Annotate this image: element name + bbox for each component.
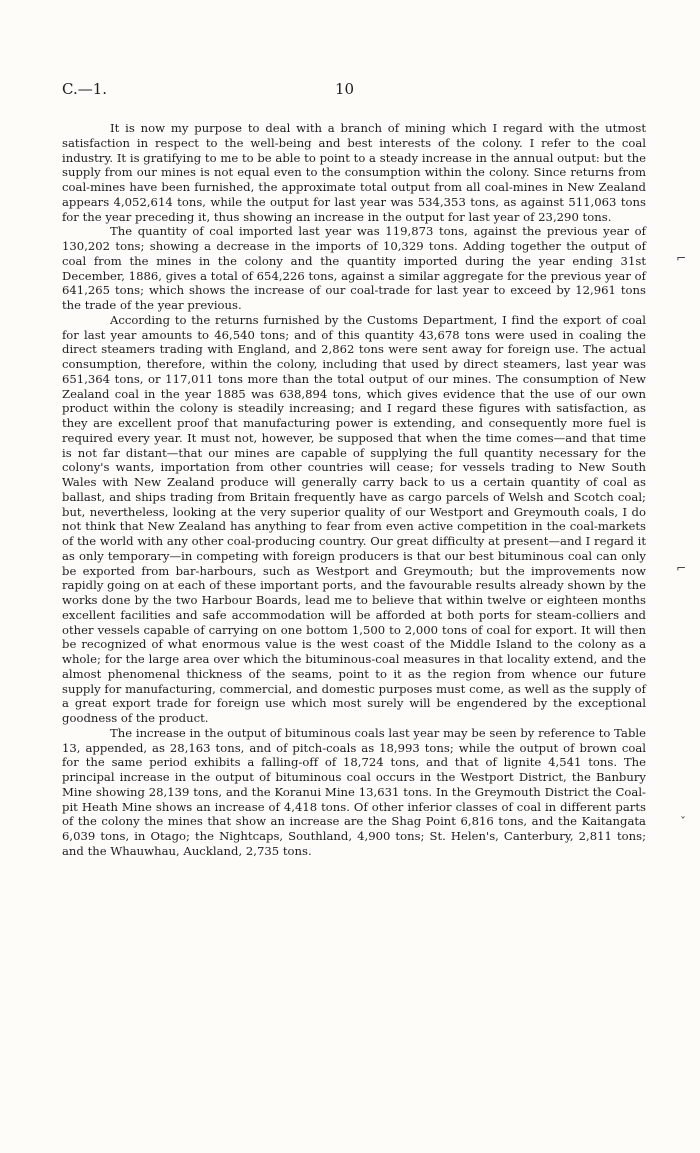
paragraph-coal-imports: The quantity of coal imported last year was 119,873 tons, against the previous year of 130,202 tons; showing a decrease in the imports of 10,329 tons. Adding together the output of coal from the mines in the colony and the quantity imported during the year ending 31st December, 1886, gives a total of 654,226 tons, against a similar aggregate for the previous year of 641,265 tons; which shows the increase of our coal-trade for last year to exceed by 12,961 tons the trade of the year previous. <box>62 224 646 312</box>
margin-tick-mark: ˇ <box>680 815 686 829</box>
paragraph-customs-export: According to the returns furnished by the Customs Department, I find the export of coal for last year amounts to 46,540 tons; and of this quantity 43,678 tons were used in coaling the direct steamers trading with England, and 2,862 tons were sent away for foreign use. The actual consumption, therefore, within the colony, including that used by direct steamers, last year was 651,364 tons, or 117,011 tons more than the total output of our mines. The consumption of New Zealand coal in the year 1885 was 638,894 tons, which gives evidence that the use of our own product within the colony is steadily increasing; and I regard these figures with satisfaction, as they are excellent proof that manufacturing power is extending, and consequently more fuel is required every year. It must not, however, be supposed that when the time comes—and that time is not far distant—that our mines are capable of supplying the full quantity necessary for the colony's wants, importation from other countries will cease; for vessels trading to New South Wales with New Zealand produce will generally carry back to us a certain quantity of coal as ballast, and ships trading from Britain frequently have as cargo parcels of Welsh and Scotch coal; but, nevertheless, looking at the very superior quality of our Westport and Greymouth coals, I do not think that New Zealand has anything to fear from even active competition in the coal-markets of the world with any other coal-producing country. Our great difficulty at present—and I regard it as only temporary—in competing with foreign producers is that our best bituminous coal can only be exported from bar-harbours, such as Westport and Greymouth; but the improvements now rapidly going on at each of these important ports, and the favourable results already shown by the works done by the two Harbour Boards, lead me to believe that within twelve or eighteen months excellent facilities and safe accommodation will be afforded at both ports for steam-colliers and other vessels capable of carrying on one bottom 1,500 to 2,000 tons of coal for export. It will then be recognized of what enormous value is the west coast of the Middle Island to the colony as a whole; for the large area over which the bituminous-coal measures in that locality extend, and the almost phenomenal thickness of the seams, point to it as the region from whence our future supply for manufacturing, commercial, and domestic purposes must come, as well as the supply of a great export trade for foreign use which most surely will be engendered by the exceptional goodness of the product. <box>62 312 646 725</box>
document-id: C.—1. <box>62 80 108 98</box>
paragraph-coal-industry: It is now my purpose to deal with a branch of mining which I regard with the utmost satisfaction in respect to the well-being and best interests of the colony. I refer to the coal industry. It is gratifying to me to be able to point to a steady increase in the annual output: but the supply from our mines is not equal even to the consumption within the colony. Since returns from coal-mines have been furnished, the approximate total output from all coal-mines in New Zealand appears 4,052,614 tons, while the output for last year was 534,353 tons, as against 511,063 tons for the year preceding it, thus showing an increase in the output for last year of 23,290 tons. <box>62 121 646 224</box>
margin-tick-mark: ⌐ <box>675 251 686 265</box>
body-text <box>62 121 646 859</box>
margin-tick-mark: ⌐ <box>675 561 686 575</box>
paragraph-output-increase: The increase in the output of bituminous coals last year may be seen by reference to Table 13, appended, as 28,163 tons, and of pitch-coals as 18,993 tons; while the output of brown coal for the same period exhibits a falling-off of 18,724 tons, and that of lignite 4,541 tons. The principal increase in the output of bituminous coal occurs in the Westport District, the Banbury Mine showing 28,139 tons, and the Koranui Mine 13,631 tons. In the Greymouth District the Coal-pit Heath Mine shows an increase of 4,418 tons. Of other inferior classes of coal in different parts of the colony the mines that show an increase are the Shag Point 6,816 tons, and the Kaitangata 6,039 tons, in Otago; the Nightcaps, Southland, 4,900 tons; St. Helen's, Canterbury, 2,811 tons; and the Whauwhau, Auckland, 2,735 tons. <box>62 725 646 858</box>
page-number: 10 <box>335 80 355 98</box>
page-header <box>62 80 646 104</box>
